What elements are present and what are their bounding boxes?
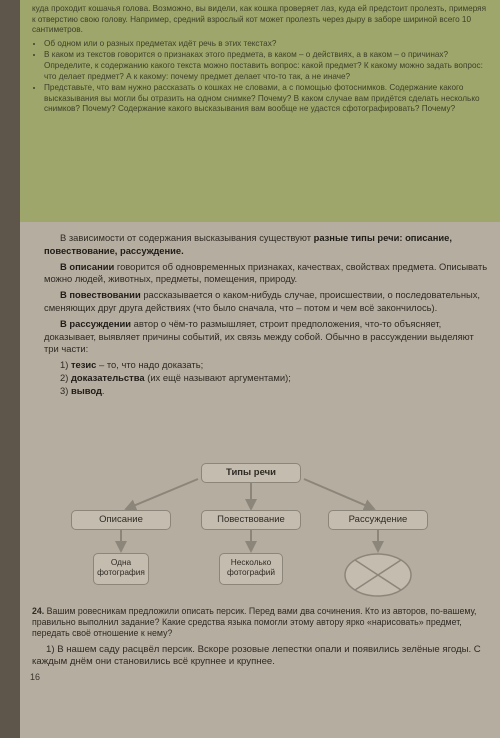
list-item bbox=[60, 385, 490, 398]
list-term: доказательства bbox=[70, 371, 145, 383]
reasoning-text: автор о чём-то размышляет, строит предположения, что-то объясняет, доказывает, выявляет причины событий, их связь между собой. Обычно в рассуждении выделяют три части: bbox=[44, 317, 474, 355]
reasoning-paragraph bbox=[44, 318, 490, 356]
term-description: В описании bbox=[60, 260, 115, 272]
task-number: 24. bbox=[32, 606, 45, 616]
narration-paragraph bbox=[44, 289, 490, 315]
term-reasoning: В рассуждении bbox=[60, 317, 132, 329]
list-term: тезис bbox=[70, 359, 97, 371]
theory-term: разные типы речи: описание, повествование, рассуждение. bbox=[44, 232, 453, 256]
reasoning-parts-list bbox=[60, 359, 490, 397]
question-list bbox=[32, 39, 490, 115]
textbook-page bbox=[20, 0, 500, 738]
list-number: 2) bbox=[60, 371, 71, 383]
task-24 bbox=[32, 606, 492, 673]
list-text: . bbox=[101, 384, 105, 396]
several-photos-box: Несколько фотографий bbox=[219, 553, 283, 585]
list-item bbox=[60, 372, 490, 385]
list-text: – то, что надо доказать; bbox=[96, 359, 204, 371]
term-narration: В повествовании bbox=[60, 289, 141, 301]
narration-text: рассказывается о каком-нибудь случае, происшествии, о последовательных, сменяющих друг друга действиях (что было сначала, что – потом и чем всё закончилось). bbox=[44, 289, 481, 313]
description-box: Описание bbox=[71, 510, 171, 530]
list-term: вывод bbox=[70, 384, 102, 396]
question-item: • В каком из текстов говорится о признаках этого предмета, в каком – о действиях, а в каком – о причинах? Определите, к содержанию какого текста можно поставить вопрос: какой предмет? К какому можно задать вопрос: что делает предмет? А к какому: почему предмет делает что-то так, а не иначе? bbox=[44, 50, 490, 82]
list-number: 3) bbox=[60, 384, 71, 396]
intro-paragraph: куда проходит кошачья голова. Возможно, вы видели, как кошка проверяет лаз, куда ей предстоит пролезть, примеряя к отверстию свою голову. Например, средний взрослый кот может пролезть через дыру в заборе шириной всего 10 сантиметров. bbox=[32, 4, 487, 35]
theory-text: В зависимости от содержания высказывания существуют bbox=[60, 232, 314, 243]
list-text: (их ещё называют аргументами); bbox=[144, 371, 291, 383]
task-prompt bbox=[32, 606, 492, 640]
question-item: • Представьте, что вам нужно рассказать о кошках не словами, а с помощью фотоснимков. Содержание какого высказывания вы могли бы отразить на одном снимке? Почему? В каком случае вам придётся сделать несколько снимков? Почему? Содержание какого высказывания вам вообще не удастся сфотографировать? Почему? bbox=[44, 83, 490, 115]
task-text: Вашим ровесникам предложили описать персик. Перед вами два сочинения. Кто из авторов, по-вашему, правильно выполнил задание? Какие средства языка помогли этому автору ярко «нарисовать» предмет, передать своё отношение к нему? bbox=[32, 606, 477, 639]
exercise-text bbox=[32, 4, 490, 116]
list-item bbox=[60, 359, 490, 372]
description-text: говорится об одновременных признаках, качествах, свойствах предмета. Описывать можно людей, животных, предметы, помещения, природу. bbox=[44, 260, 488, 285]
essay-one: 1) В нашем саду расцвёл персик. Вскоре розовые лепестки опали и появились зелёные ягоды. С каждым днём они становились всё крупнее и крупнее. bbox=[32, 643, 481, 668]
narration-box: Повествование bbox=[201, 510, 301, 530]
page-number: 16 bbox=[30, 672, 41, 682]
reasoning-box: Рассуждение bbox=[328, 510, 428, 530]
one-photo-box: Одна фотография bbox=[93, 553, 149, 585]
theory-paragraph bbox=[44, 232, 490, 258]
description-paragraph bbox=[44, 261, 490, 287]
list-number: 1) bbox=[60, 359, 71, 371]
speech-types-diagram bbox=[20, 455, 500, 605]
exercise-block bbox=[20, 0, 500, 222]
theory-section bbox=[44, 232, 490, 398]
root-box: Типы речи bbox=[201, 463, 301, 483]
question-item: • Об одном или о разных предметах идёт речь в этих текстах? bbox=[44, 39, 490, 50]
